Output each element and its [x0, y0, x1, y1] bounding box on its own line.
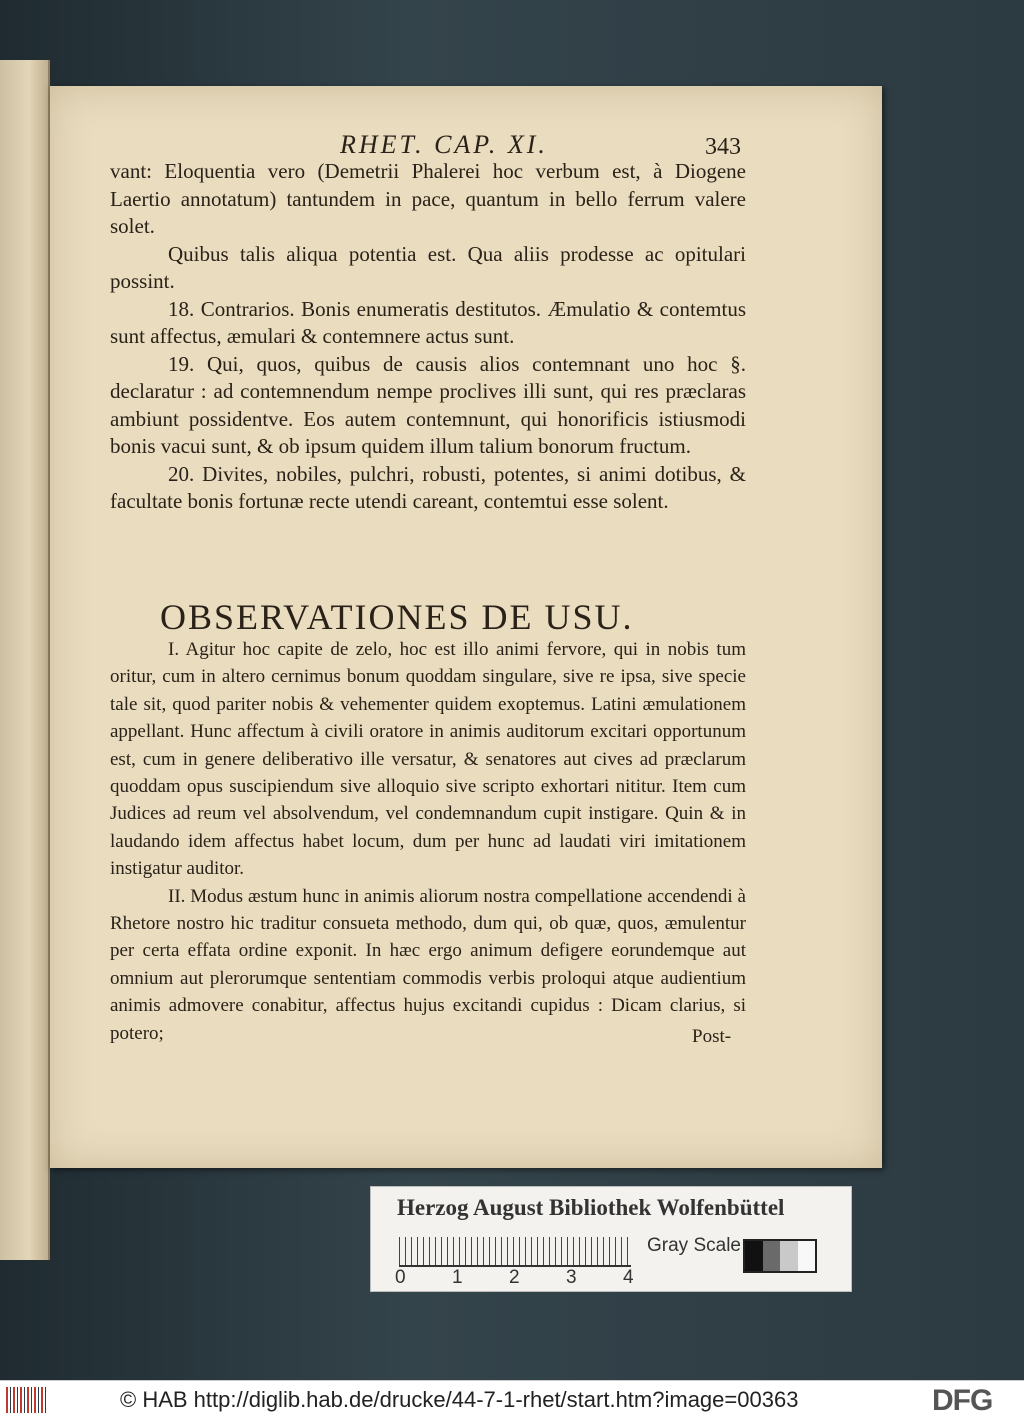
- catchword: Post-: [692, 1026, 732, 1047]
- paragraph: 19. Qui, quos, quibus de causis alios contemnant uno hoc §. declaratur : ad contemnendum nempe proclives illi sunt, qui res præclaras ambiunt possidentve. Eos autem contemnunt, qui honorificis istiusmodi bonis vacui sunt, & ob ipsum quidem illum talium bonorum fructum.: [110, 351, 746, 458]
- gray-scale-label: Gray Scale: [647, 1235, 741, 1256]
- swatch-white: [798, 1241, 816, 1271]
- swatch-dark: [745, 1241, 763, 1271]
- ruler-number: 1: [452, 1267, 463, 1288]
- main-text: [110, 158, 746, 516]
- swatch-mid: [763, 1241, 781, 1271]
- ruler-number: 3: [566, 1267, 577, 1288]
- ruler-number: 0: [395, 1267, 406, 1288]
- footer-bar: [0, 1380, 1024, 1418]
- swatch-light: [780, 1241, 798, 1271]
- section-heading: OBSERVATIONES DE USU.: [160, 597, 634, 637]
- paragraph: vant: Eloquentia vero (Demetrii Phalerei hoc verbum est, à Diogene Laertio annotatum) tantundem in pace, quantum in bello ferrum valere solet.: [110, 159, 746, 238]
- page-number: 343: [705, 134, 741, 160]
- paragraph: 20. Divites, nobiles, pulchri, robusti, potentes, si animi dotibus, & facultate bonis fortunæ recte utendi careant, contemtui esse solent.: [110, 461, 746, 513]
- paragraph: 18. Contrarios. Bonis enumeratis destitutos. Æmulatio & contemtus sunt affectus, æmulari & contemnere actus sunt.: [110, 296, 746, 348]
- running-head: RHET. CAP. XI.: [340, 130, 548, 159]
- library-name: Herzog August Bibliothek Wolfenbüttel: [397, 1195, 785, 1220]
- footer-link[interactable]: © HAB http://diglib.hab.de/drucke/44-7-1-rhet/start.htm?image=00363: [120, 1387, 799, 1412]
- facing-page-edge: [0, 60, 50, 1260]
- ruler-number: 4: [623, 1267, 634, 1288]
- observation-paragraph: I. Agitur hoc capite de zelo, hoc est illo animi fervore, qui in nobis tum oritur, cum in altero cernimus bonum quoddam singulare, sive re ipsa, sive specie tale sit, quod pariter nobis & vehementer quidem exoptemus. Latini æmulationem appellant. Hunc affectum à civili oratore in animis auditorum excitari opportunum est, cum in genere deliberativo ille versatur, & senatores aut cives ad præclarum quoddam opus suscipiendum sive alloquio sive scripto exhortari nititur. Item cum Judices ad reum vel absolvendum, vel condemnandum cupit instigare. Quin & in laudando idem affectus habet locum, dum per hunc ad laudati viri imitationem instigatur auditor.: [110, 639, 746, 880]
- barcode-icon: [6, 1387, 48, 1413]
- paragraph: Quibus talis aliqua potentia est. Qua aliis prodesse ac opitulari possint.: [110, 241, 746, 293]
- ruler-number: 2: [509, 1267, 520, 1288]
- observations-text: [110, 636, 746, 1047]
- dfg-logo[interactable]: DFG: [932, 1384, 993, 1417]
- gray-scale-swatch: [743, 1239, 817, 1273]
- observation-paragraph: II. Modus æstum hunc in animis aliorum nostra compellatione accendendi à Rhetore nostro hic traditur consueta methodo, dum qui, ob quæ, quos, æmulentur per certa effata ordine exponit. In hæc ergo animum defigere eorundemque aut omnium aut plerorumque sententiam commodis verbis proloqui atque audientium animis admovere conabitur, affectus hujus excitandi cupidus : Dicam clarius, si potero;: [110, 885, 746, 1044]
- ruler: [399, 1237, 631, 1267]
- color-calibration-card: [370, 1186, 852, 1292]
